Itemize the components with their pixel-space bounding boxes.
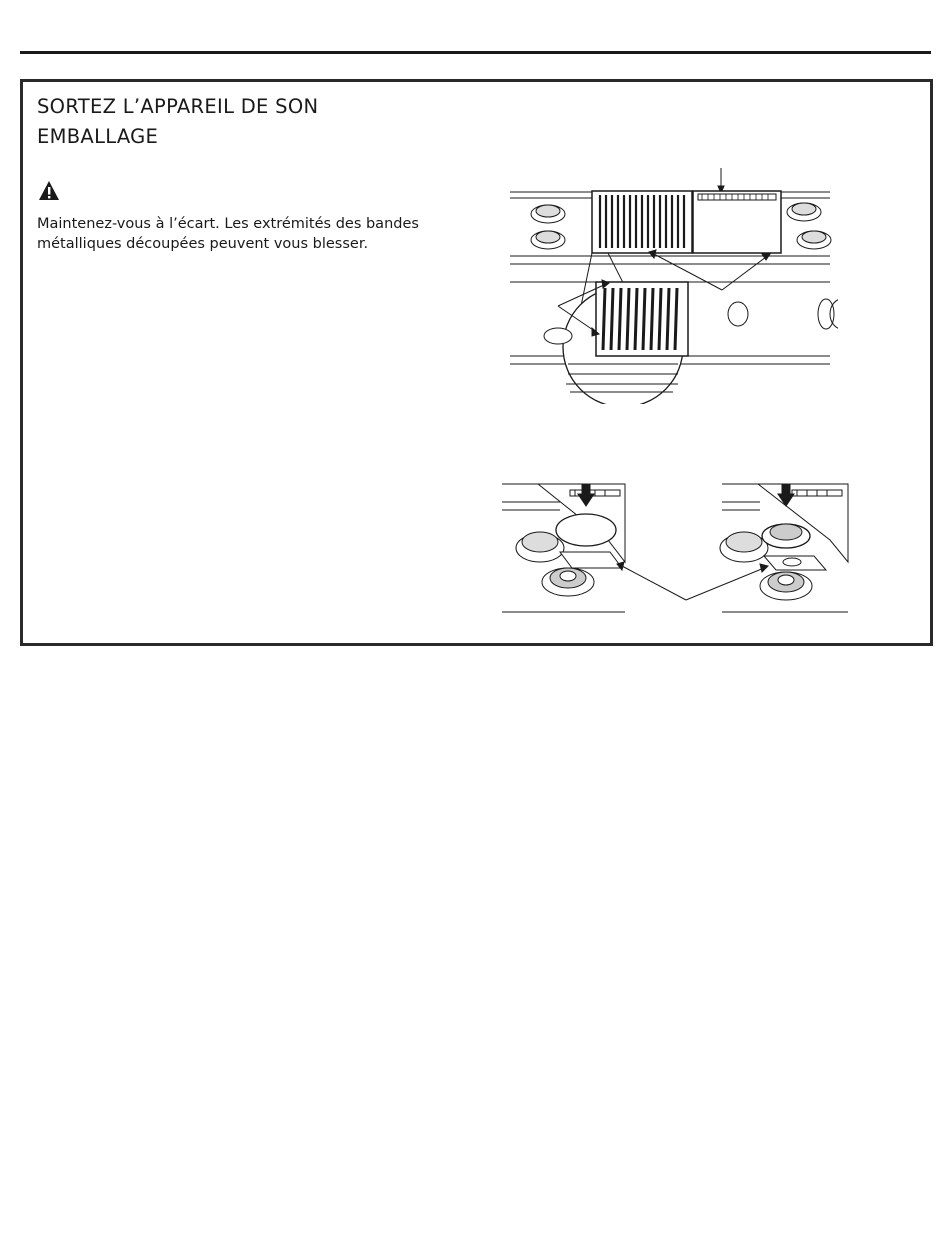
unpack-section: [20, 79, 933, 646]
section-title: SORTEZ L’APPAREIL DE SON EMBALLAGE: [37, 95, 319, 148]
header-rule: [20, 51, 931, 54]
griddle-illustration: [508, 164, 838, 404]
burner-cap-illustration: [500, 482, 850, 622]
warning-text: Maintenez-vous à l’écart. Les extrémités des bandes métalliques découpées peuvent vous blesser.: [37, 216, 419, 252]
warning-triangle-icon: [38, 180, 60, 202]
